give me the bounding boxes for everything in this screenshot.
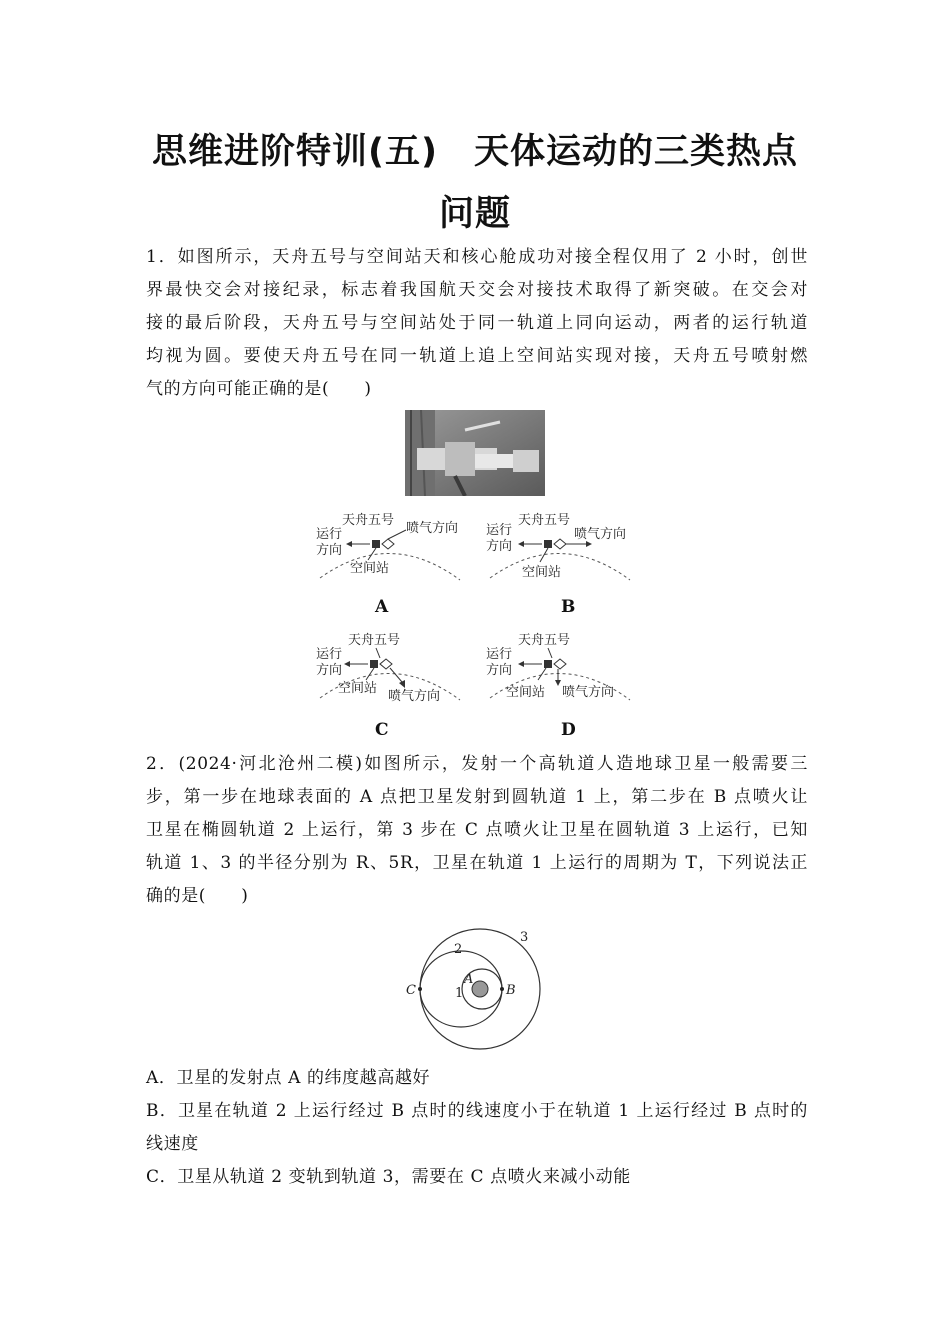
question-2-line: 步，第一步在地球表面的 A 点把卫星发射到圆轨道 1 上，第二步在 B 点喷火让: [146, 787, 808, 807]
choice-a: A．卫星的发射点 A 的纬度越高越好: [146, 1068, 431, 1088]
option-c-label: C: [375, 720, 389, 740]
option-a-label: A: [375, 597, 389, 617]
run-direction-label: 方向: [486, 539, 513, 554]
option-b-diagram: [480, 508, 640, 588]
question-1-line: 1．如图所示，天舟五号与空间站天和核心舱成功对接全程仅用了 2 小时，创世: [146, 247, 808, 267]
option-a-diagram: [310, 508, 470, 588]
page-title-line-1: 思维进阶特训(五) 天体运动的三类热点: [152, 132, 798, 172]
question-2-choices: [146, 1062, 808, 1194]
jet-direction-label: 喷气方向: [388, 689, 441, 704]
station-label: 空间站: [522, 565, 562, 580]
run-direction-label: 运行: [316, 527, 343, 542]
question-2-line: 2．(2024·河北沧州二模)如图所示，发射一个高轨道人造地球卫星一般需要三: [146, 754, 808, 774]
jet-direction-label: 喷气方向: [562, 685, 615, 700]
choice-c: C．卫星从轨道 2 变轨到轨道 3，需要在 C 点喷火来减小动能: [146, 1167, 631, 1187]
point-b-label: B: [506, 983, 516, 998]
option-b-label: B: [561, 597, 576, 617]
point-c-label: C: [406, 983, 416, 998]
run-direction-label: 运行: [486, 523, 513, 538]
orbit-2-label: 2: [454, 942, 463, 957]
orbit-3-label: 3: [520, 930, 529, 945]
earth: [472, 981, 488, 997]
option-c-diagram: [310, 628, 470, 708]
station-label: 空间站: [350, 561, 390, 576]
page-title-line-2: 问题: [438, 194, 511, 234]
ship-label: 天舟五号: [348, 633, 401, 648]
question-1: [146, 241, 808, 406]
option-d-diagram: [480, 628, 640, 708]
docking-photo: [405, 410, 545, 496]
station-label: 空间站: [506, 685, 546, 700]
question-2-line: 卫星在椭圆轨道 2 上运行，第 3 步在 C 点喷火让卫星在圆轨道 3 上运行，已知: [146, 820, 808, 840]
ship-label: 天舟五号: [518, 633, 571, 648]
run-direction-label: 方向: [316, 543, 343, 558]
run-direction-label: 方向: [316, 663, 343, 678]
jet-direction-label: 喷气方向: [406, 521, 459, 536]
point-a-label: A: [464, 972, 474, 987]
orbit-1-label: 1: [455, 986, 464, 1001]
ship-label: 天舟五号: [518, 513, 571, 528]
orbit-diagram: [400, 925, 550, 1053]
question-1-line: 气的方向可能正确的是( ): [146, 379, 372, 399]
option-d-label: D: [561, 720, 576, 740]
choice-b-continued: 线速度: [146, 1134, 199, 1154]
question-1-line: 界最快交会对接纪录，标志着我国航天交会对接技术取得了新突破。在交会对: [146, 280, 808, 300]
run-direction-label: 运行: [316, 647, 343, 662]
question-2: [146, 748, 808, 913]
jet-direction-label: 喷气方向: [574, 527, 627, 542]
run-direction-label: 运行: [486, 647, 513, 662]
question-2-line: 轨道 1、3 的半径分别为 R、5R，卫星在轨道 1 上运行的周期为 T，下列说法正: [146, 853, 808, 873]
question-1-line: 均视为圆。要使天舟五号在同一轨道上追上空间站实现对接，天舟五号喷射燃: [146, 346, 808, 366]
run-direction-label: 方向: [486, 663, 513, 678]
ship-label: 天舟五号: [342, 513, 395, 528]
choice-b: B．卫星在轨道 2 上运行经过 B 点时的线速度小于在轨道 1 上运行经过 B 点时的: [146, 1101, 808, 1121]
question-1-line: 接的最后阶段，天舟五号与空间站处于同一轨道上同向运动，两者的运行轨道: [146, 313, 808, 333]
station-label: 空间站: [338, 681, 378, 696]
question-2-line: 确的是( ): [146, 886, 249, 906]
